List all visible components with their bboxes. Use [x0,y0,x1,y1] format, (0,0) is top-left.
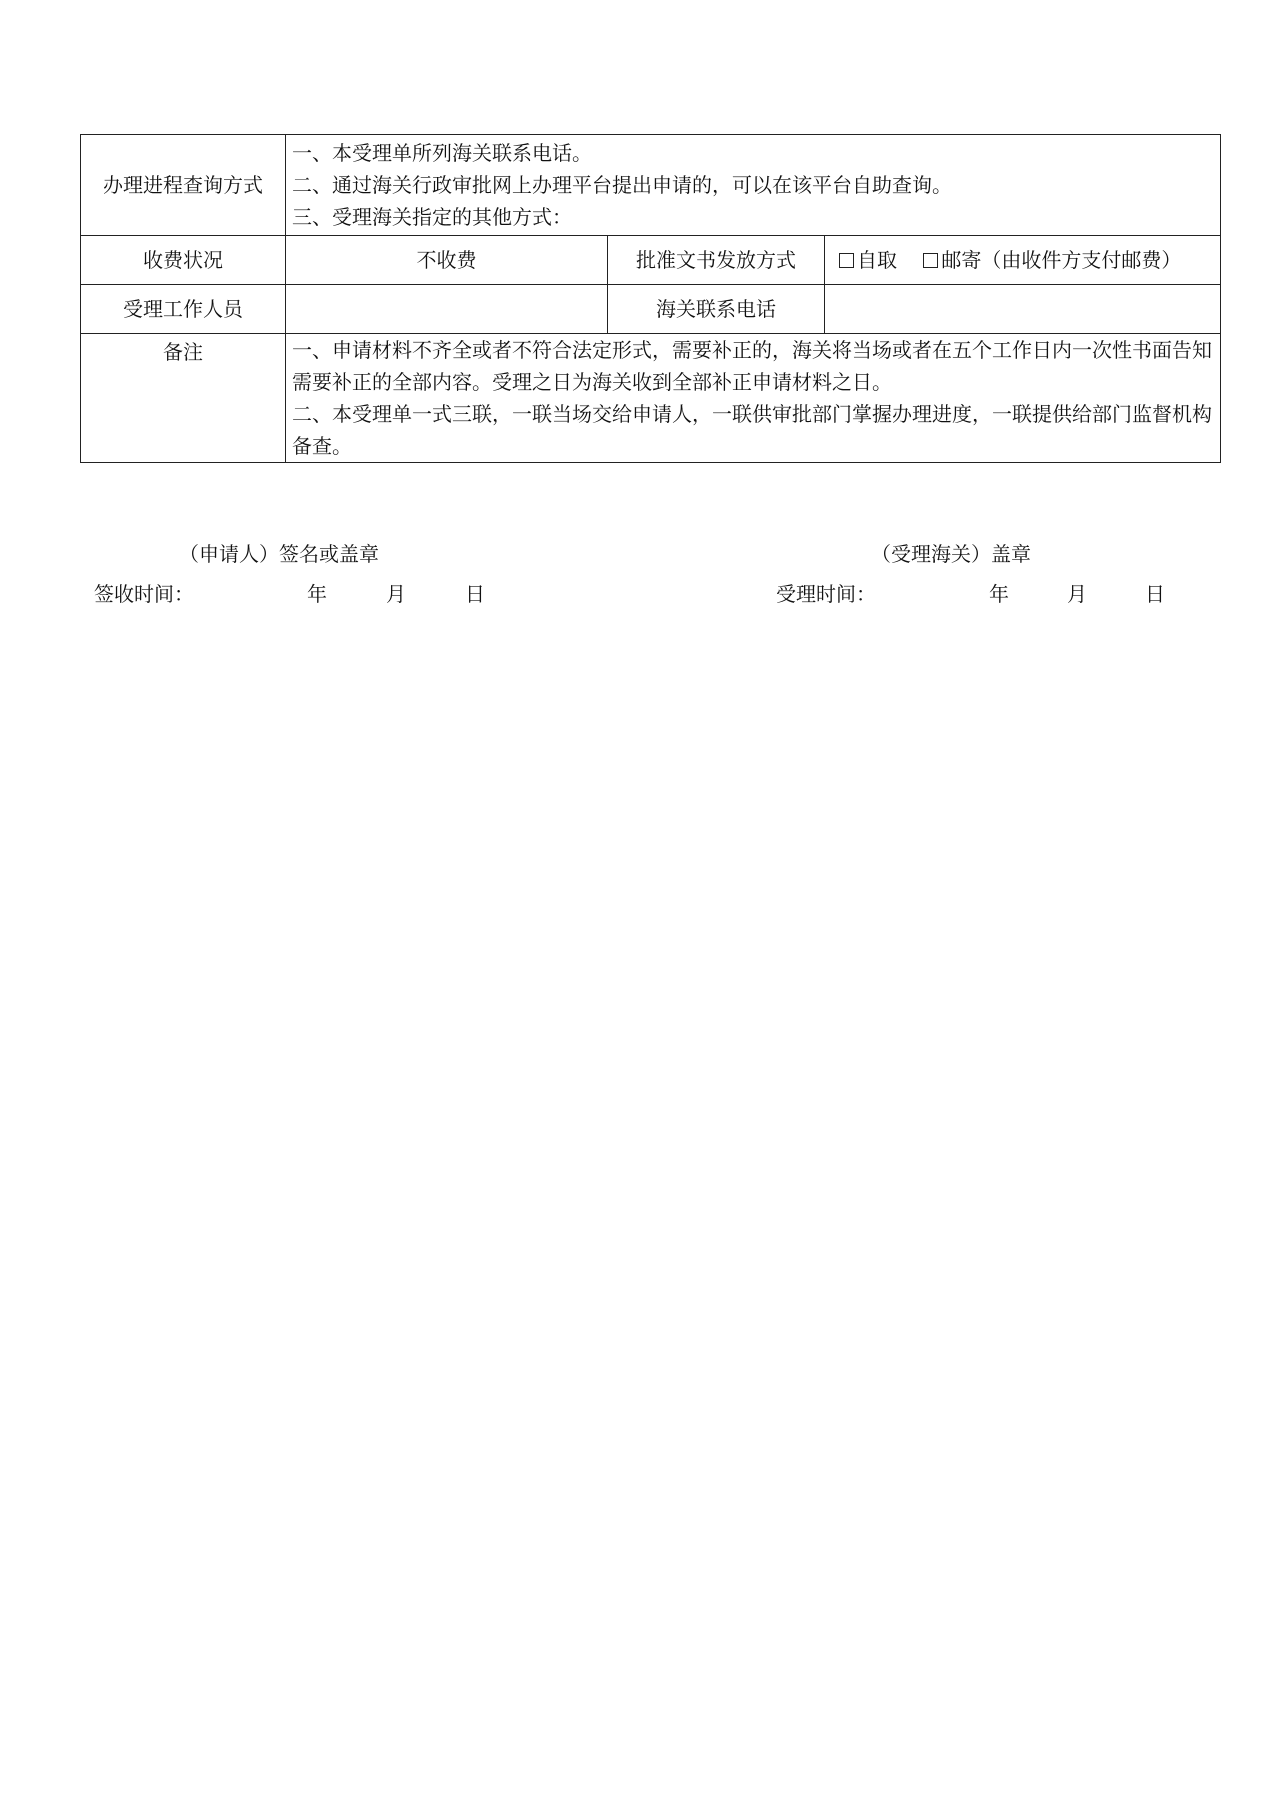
progress-query-line-3: 三、受理海关指定的其他方式： [292,205,572,229]
staff-label: 受理工作人员 [81,285,286,334]
progress-query-line-1: 一、本受理单所列海关联系电话。 [292,141,592,165]
document-delivery-options [825,236,1221,285]
remarks-content [286,334,1221,463]
document-delivery-label: 批准文书发放方式 [608,236,825,285]
fee-status-value: 不收费 [286,236,608,285]
mail-option-label: 邮寄（由收件方支付邮费） [941,248,1182,272]
progress-query-content [286,135,1221,236]
customs-phone-value-field[interactable] [825,285,1221,334]
applicant-month-label: 月 [386,582,406,606]
self-pickup-option-label: 自取 [857,248,897,272]
table-row-remarks [81,334,1221,463]
mail-checkbox[interactable] [923,253,938,268]
customs-day-label: 日 [1145,582,1165,606]
customs-month-label: 月 [1067,582,1087,606]
table-row-progress-query [81,135,1221,236]
customs-phone-label: 海关联系电话 [608,285,825,334]
applicant-time-label: 签收时间： [94,582,194,606]
customs-time-label: 受理时间： [776,582,876,606]
applicant-year-label: 年 [307,582,327,606]
fee-status-label: 收费状况 [81,236,286,285]
remarks-line-1: 一、申请材料不齐全或者不符合法定形式，需要补正的，海关将当场或者在五个工作日内一次性书面告知需要补正的全部内容。受理之日为海关收到全部补正申请材料之日。 [292,338,1212,394]
applicant-day-label: 日 [465,582,485,606]
remarks-line-2: 二、本受理单一式三联，一联当场交给申请人，一联供审批部门掌握办理进度，一联提供给部门监督机构备查。 [292,402,1212,458]
customs-seal-label: （受理海关）盖章 [871,542,1031,566]
staff-value-field[interactable] [286,285,608,334]
customs-year-label: 年 [989,582,1009,606]
remarks-label: 备注 [81,334,286,463]
table-row-fee-status [81,236,1221,285]
progress-query-line-2: 二、通过海关行政审批网上办理平台提出申请的，可以在该平台自助查询。 [292,173,952,197]
self-pickup-checkbox[interactable] [839,253,854,268]
acceptance-form-table [80,134,1221,463]
applicant-signature-label: （申请人）签名或盖章 [179,542,379,566]
progress-query-label: 办理进程查询方式 [81,135,286,236]
table-row-staff [81,285,1221,334]
